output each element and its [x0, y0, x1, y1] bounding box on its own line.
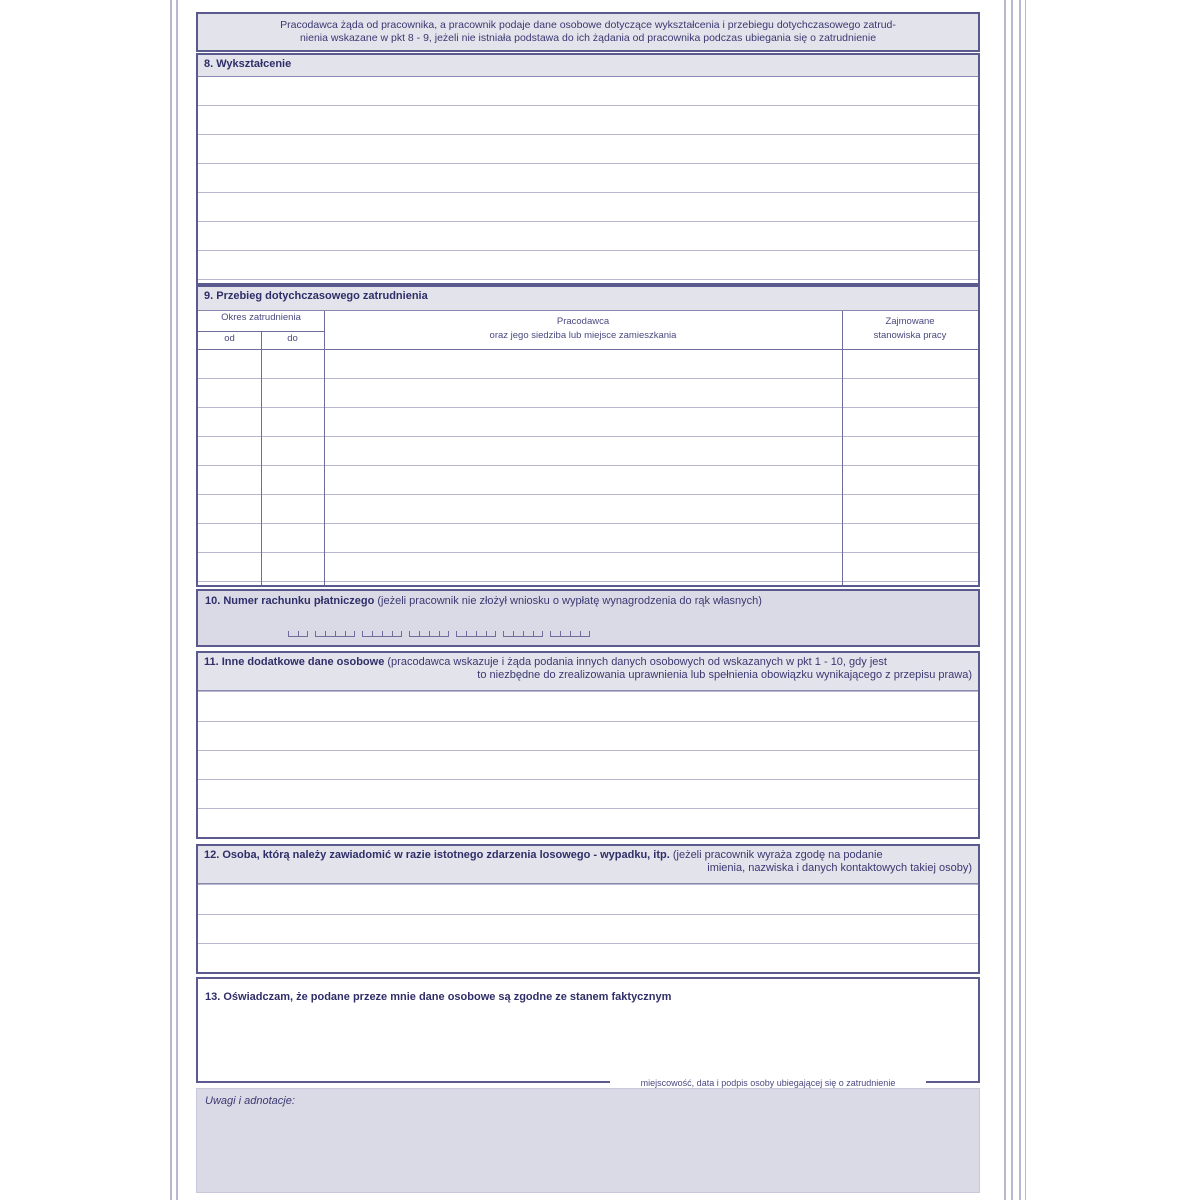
- remarks-label: Uwagi i adnotacje:: [205, 1095, 295, 1107]
- account-header: [198, 591, 978, 611]
- account-digit-box[interactable]: [476, 631, 486, 637]
- additional-data-header: [198, 653, 978, 691]
- additional-data-lines[interactable]: [198, 691, 978, 837]
- divider-from-to: [261, 331, 262, 585]
- education-header: [198, 55, 978, 77]
- margin-line-right-4: [1025, 0, 1026, 1200]
- signature-area[interactable]: [198, 1073, 978, 1088]
- emergency-contact-section: [196, 844, 980, 974]
- employment-rows[interactable]: [198, 349, 978, 585]
- emergency-contact-title: 12. Osoba, którą należy zawiadomić w razie istotnego zdarzenia losowego - wypadku, itp.: [204, 849, 670, 861]
- account-digit-box[interactable]: [392, 631, 402, 637]
- period-header: Okres zatrudnienia: [198, 311, 324, 332]
- employer-header-line-2: oraz jego siedziba lub miejsce zamieszkania: [489, 330, 677, 341]
- margin-line-right-2: [1011, 0, 1013, 1200]
- account-digit-box[interactable]: [560, 631, 570, 637]
- margin-line-right-1: [1004, 0, 1006, 1200]
- emergency-contact-header: [198, 846, 978, 884]
- account-digit-group: [503, 631, 543, 637]
- divider-employer-position: [842, 311, 843, 585]
- position-header-line-2: stanowiska pracy: [873, 330, 947, 341]
- account-digit-box[interactable]: [513, 631, 523, 637]
- account-note: (jeżeli pracownik nie złożył wniosku o wypłatę wynagrodzenia do rąk własnych): [377, 595, 762, 607]
- account-digit-group: [362, 631, 402, 637]
- employer-header-line-1: Pracodawca: [556, 316, 610, 327]
- emergency-contact-lines[interactable]: [198, 884, 978, 972]
- additional-data-title: 11. Inne dodatkowe dane osobowe: [204, 656, 385, 668]
- account-digit-box[interactable]: [456, 631, 466, 637]
- account-digit-box[interactable]: [533, 631, 543, 637]
- declaration-section: [196, 977, 980, 1088]
- account-digit-box[interactable]: [362, 631, 372, 637]
- divider-period-employer: [324, 311, 325, 585]
- account-digit-box[interactable]: [372, 631, 382, 637]
- signature-caption: miejscowość, data i podpis osoby ubiegającej się o zatrudnienie: [640, 1078, 896, 1088]
- to-header: do: [287, 333, 298, 344]
- account-digit-box[interactable]: [503, 631, 513, 637]
- account-digit-box[interactable]: [523, 631, 533, 637]
- account-digit-box[interactable]: [335, 631, 345, 637]
- employment-title: 9. Przebieg dotychczasowego zatrudnienia: [204, 290, 428, 302]
- additional-data-note-2: to niezbędne do zrealizowania uprawnienia lub spełnienia obowiązku wynikającego z przepisu prawa): [477, 669, 972, 681]
- intro-box: [196, 12, 980, 52]
- margin-line-right-3: [1019, 0, 1021, 1200]
- account-digit-box[interactable]: [580, 631, 590, 637]
- remarks-box[interactable]: [196, 1088, 980, 1193]
- from-header: od: [224, 333, 235, 344]
- additional-data-section: [196, 651, 980, 839]
- employment-header: [198, 287, 978, 311]
- account-digit-box[interactable]: [439, 631, 449, 637]
- account-number-boxes[interactable]: [288, 631, 590, 637]
- account-digit-box[interactable]: [382, 631, 392, 637]
- education-lines[interactable]: [198, 77, 978, 283]
- account-digit-box[interactable]: [486, 631, 496, 637]
- declaration-header: [198, 979, 978, 1003]
- declaration-title: 13. Oświadczam, że podane przeze mnie dane osobowe są zgodne ze stanem faktycznym: [205, 991, 672, 1003]
- account-section: [196, 589, 980, 647]
- account-digit-box[interactable]: [570, 631, 580, 637]
- emergency-contact-note-2: imienia, nazwiska i danych kontaktowych takiej osoby): [707, 862, 972, 874]
- intro-line-1: Pracodawca żąda od pracownika, a pracownik podaje dane osobowe dotyczące wykształcenia i przebiegu dotychczasowego zatrud-: [280, 19, 896, 31]
- account-digit-box[interactable]: [429, 631, 439, 637]
- employment-section: [196, 285, 980, 587]
- employment-table-head: [198, 311, 978, 350]
- account-digit-box[interactable]: [288, 631, 298, 637]
- education-section: [196, 53, 980, 285]
- account-digit-group: [315, 631, 355, 637]
- additional-data-note-1: (pracodawca wskazuje i żąda podania innych danych osobowych od wskazanych w pkt 1 - 10, gdy jest: [387, 656, 887, 668]
- emergency-contact-note-1: (jeżeli pracownik wyraża zgodę na podanie: [672, 849, 883, 861]
- account-title: 10. Numer rachunku płatniczego: [205, 595, 375, 607]
- account-digit-box[interactable]: [550, 631, 560, 637]
- account-digit-box[interactable]: [409, 631, 419, 637]
- account-digit-box[interactable]: [298, 631, 308, 637]
- account-digit-box[interactable]: [325, 631, 335, 637]
- margin-line-left-2: [176, 0, 178, 1200]
- education-title: 8. Wykształcenie: [204, 58, 292, 70]
- signature-line-right: [926, 1081, 978, 1083]
- account-digit-group: [550, 631, 590, 637]
- account-digit-box[interactable]: [315, 631, 325, 637]
- account-digit-box[interactable]: [419, 631, 429, 637]
- account-digit-group: [409, 631, 449, 637]
- account-digit-box[interactable]: [345, 631, 355, 637]
- margin-line-left-1: [170, 0, 172, 1200]
- signature-line-left: [198, 1081, 610, 1083]
- employment-table: [198, 311, 978, 585]
- employer-header: [324, 315, 842, 343]
- account-digit-group: [456, 631, 496, 637]
- account-digit-group: [288, 631, 308, 637]
- form-page: [196, 12, 982, 1197]
- account-digit-box[interactable]: [466, 631, 476, 637]
- position-header-line-1: Zajmowane: [885, 316, 935, 327]
- intro-line-2: nienia wskazane w pkt 8 - 9, jeżeli nie istniała podstawa do ich żądania od pracownika podczas ubiegania się o zatrudnienie: [299, 32, 877, 44]
- position-header: [842, 315, 978, 343]
